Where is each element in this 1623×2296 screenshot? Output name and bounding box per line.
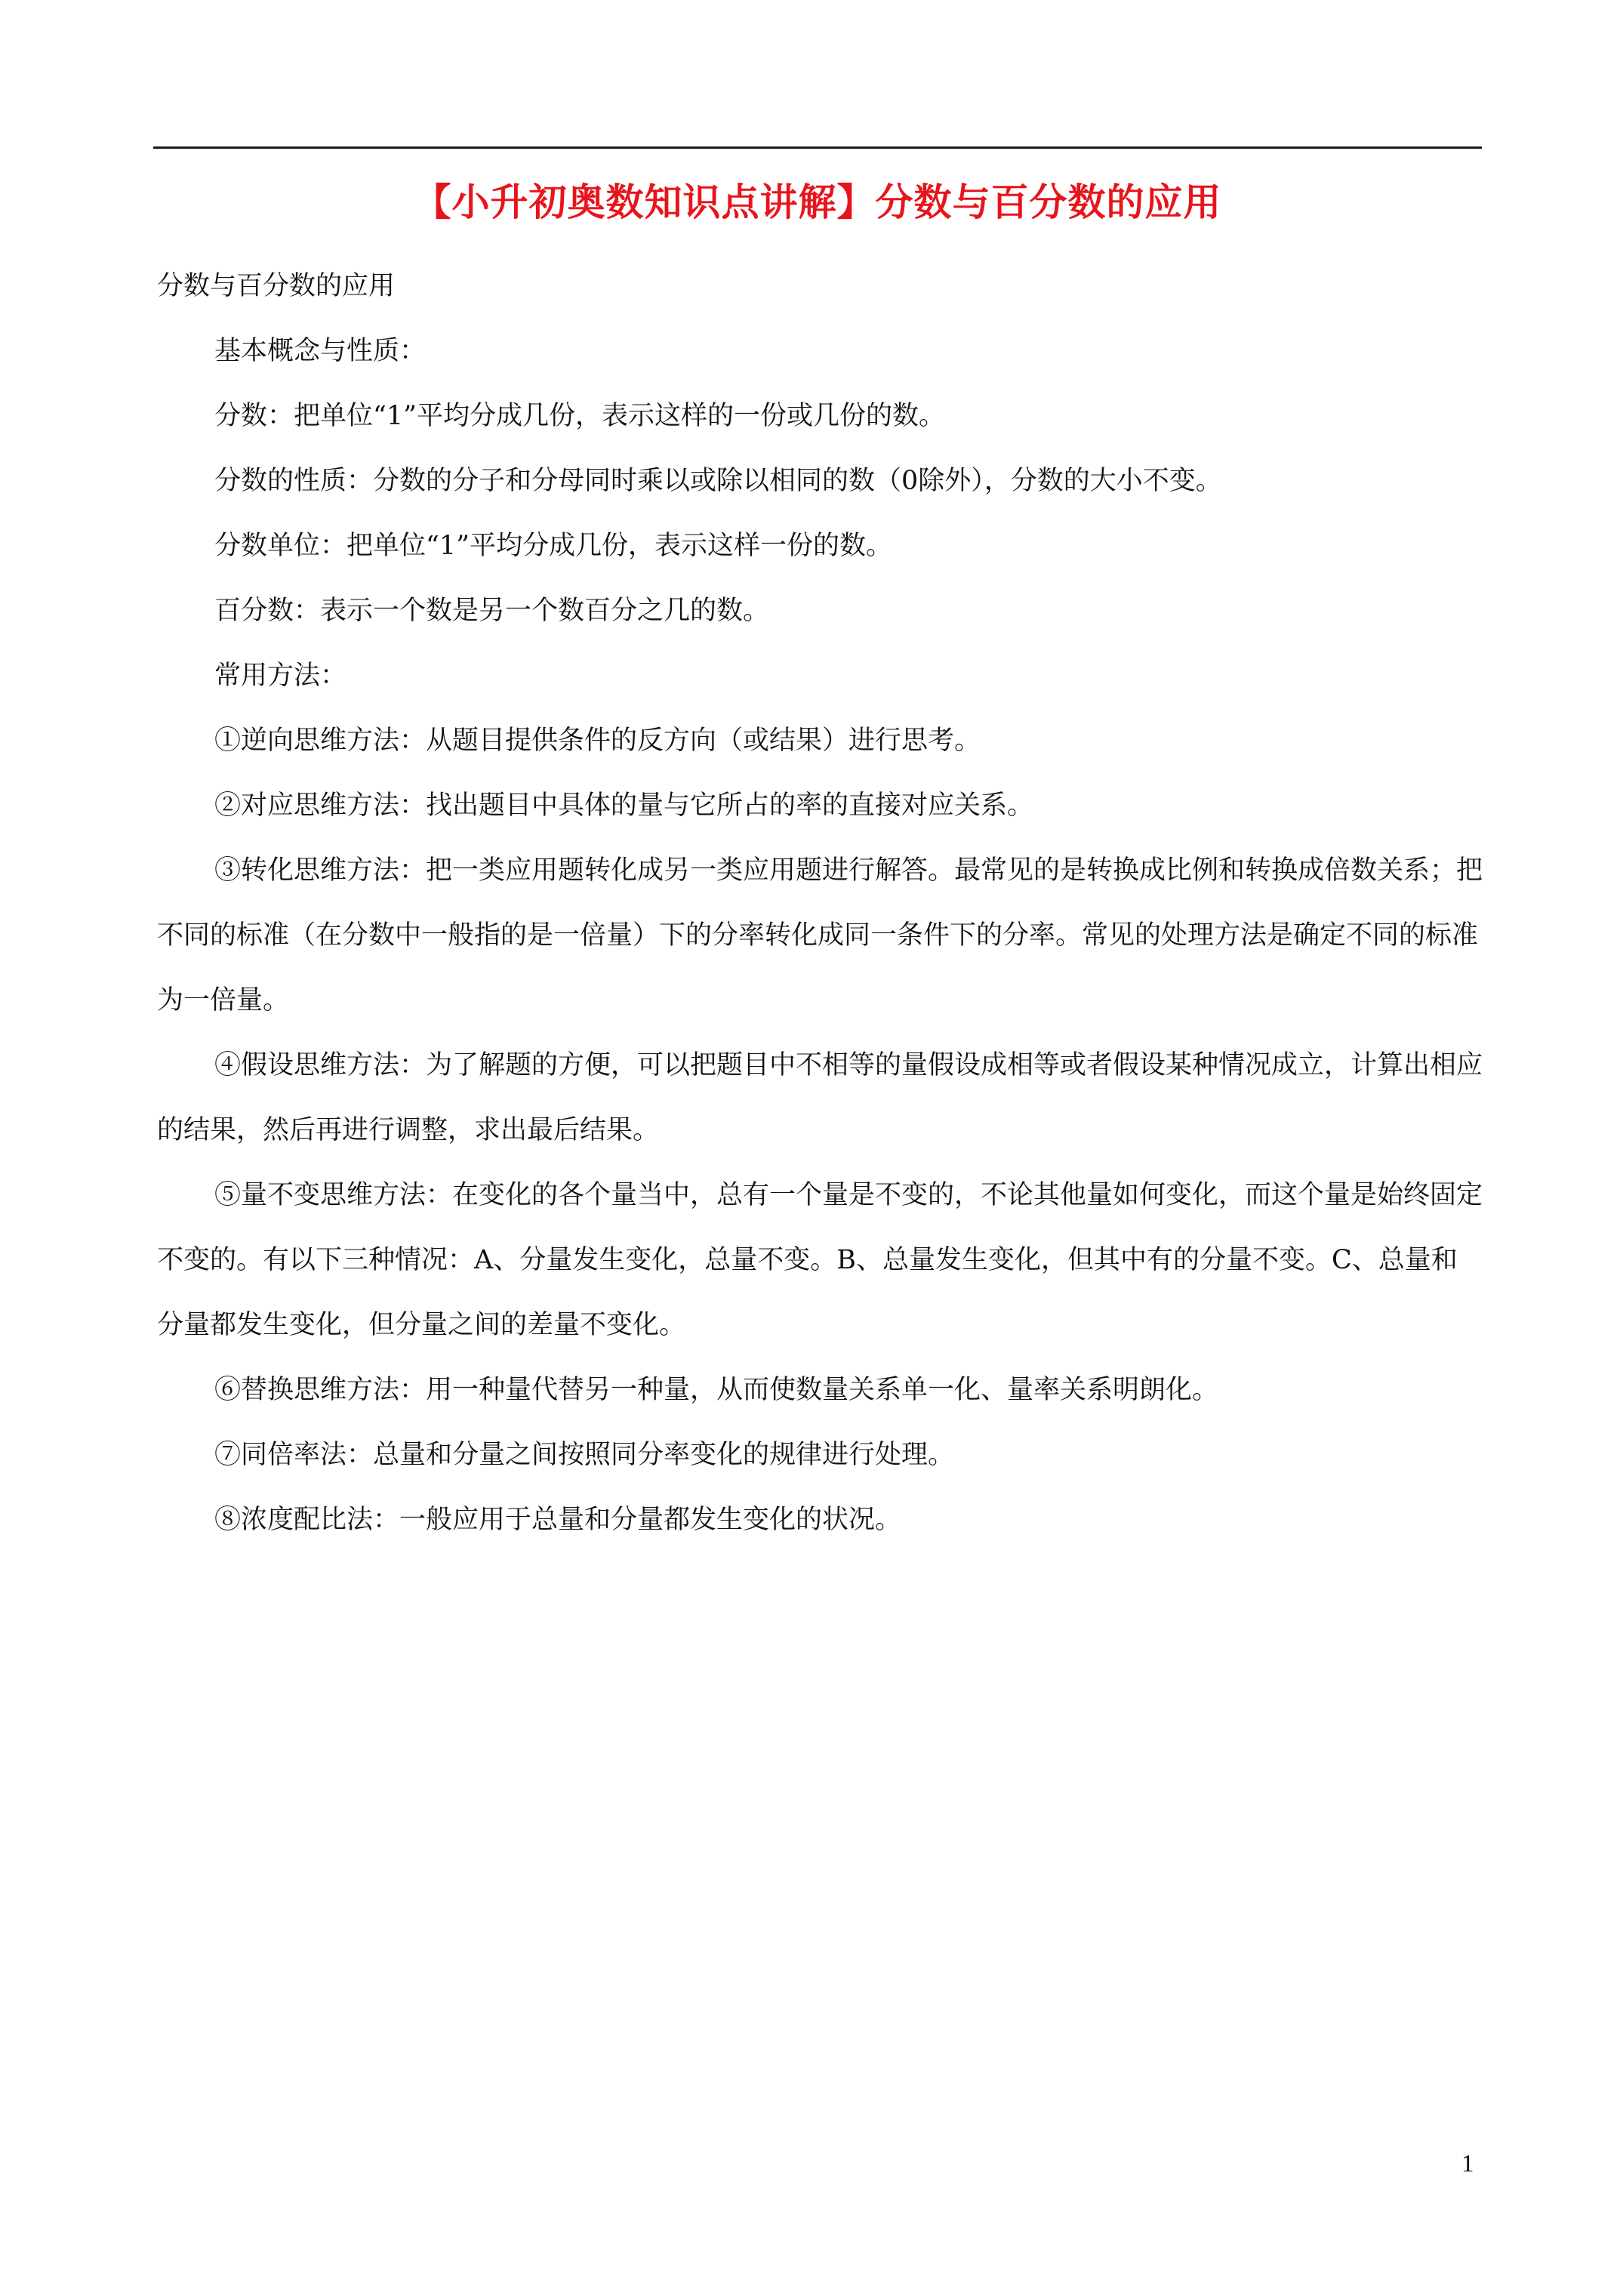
page-number: 1 — [1461, 2150, 1474, 2177]
document-body — [157, 254, 1483, 1552]
paragraph: ⑥替换思维方法：用一种量代替另一种量，从而使数量关系单一化、量率关系明朗化。 — [214, 1375, 1219, 1405]
paragraph: 百分数：表示一个数是另一个数百分之几的数。 — [214, 596, 770, 626]
paragraph: 分数单位：把单位“1”平均分成几份，表示这样一份的数。 — [214, 531, 893, 561]
paragraph: 分数的性质：分数的分子和分母同时乘以或除以相同的数（0除外），分数的大小不变。 — [214, 466, 1222, 496]
paragraph: ③转化思维方法：把一类应用题转化成另一类应用题进行解答。最常见的是转换成比例和转换成倍数关系；把不同的标准（在分数中一般指的是一倍量）下的分率转化成同一条件下的分率。常见的处理方法是确定不同的标准为一倍量。 — [157, 855, 1483, 1015]
page-title: 【小升初奥数知识点讲解】分数与百分数的应用 — [413, 180, 1222, 224]
section-heading: 分数与百分数的应用 — [157, 271, 396, 301]
header-rule — [153, 146, 1482, 149]
paragraph: ①逆向思维方法：从题目提供条件的反方向（或结果）进行思考。 — [214, 726, 981, 756]
paragraph: ②对应思维方法：找出题目中具体的量与它所占的率的直接对应关系。 — [214, 791, 1034, 821]
paragraph: 基本概念与性质： — [214, 336, 427, 366]
paragraph: ⑤量不变思维方法：在变化的各个量当中，总有一个量是不变的，不论其他量如何变化，而这个量是始终固定不变的。有以下三种情况：A、分量发生变化，总量不变。B、总量发生变化，但其中有的分量不变。C、总量和分量都发生变化，但分量之间的差量不变化。 — [157, 1180, 1483, 1340]
paragraph: ⑧浓度配比法：一般应用于总量和分量都发生变化的状况。 — [214, 1505, 902, 1535]
paragraph: 分数：把单位“1”平均分成几份，表示这样的一份或几份的数。 — [214, 401, 946, 431]
paragraph: 常用方法： — [214, 661, 347, 691]
paragraph: ④假设思维方法：为了解题的方便，可以把题目中不相等的量假设成相等或者假设某种情况成立，计算出相应的结果，然后再进行调整，求出最后结果。 — [157, 1050, 1483, 1145]
paragraph: ⑦同倍率法：总量和分量之间按照同分率变化的规律进行处理。 — [214, 1440, 955, 1470]
